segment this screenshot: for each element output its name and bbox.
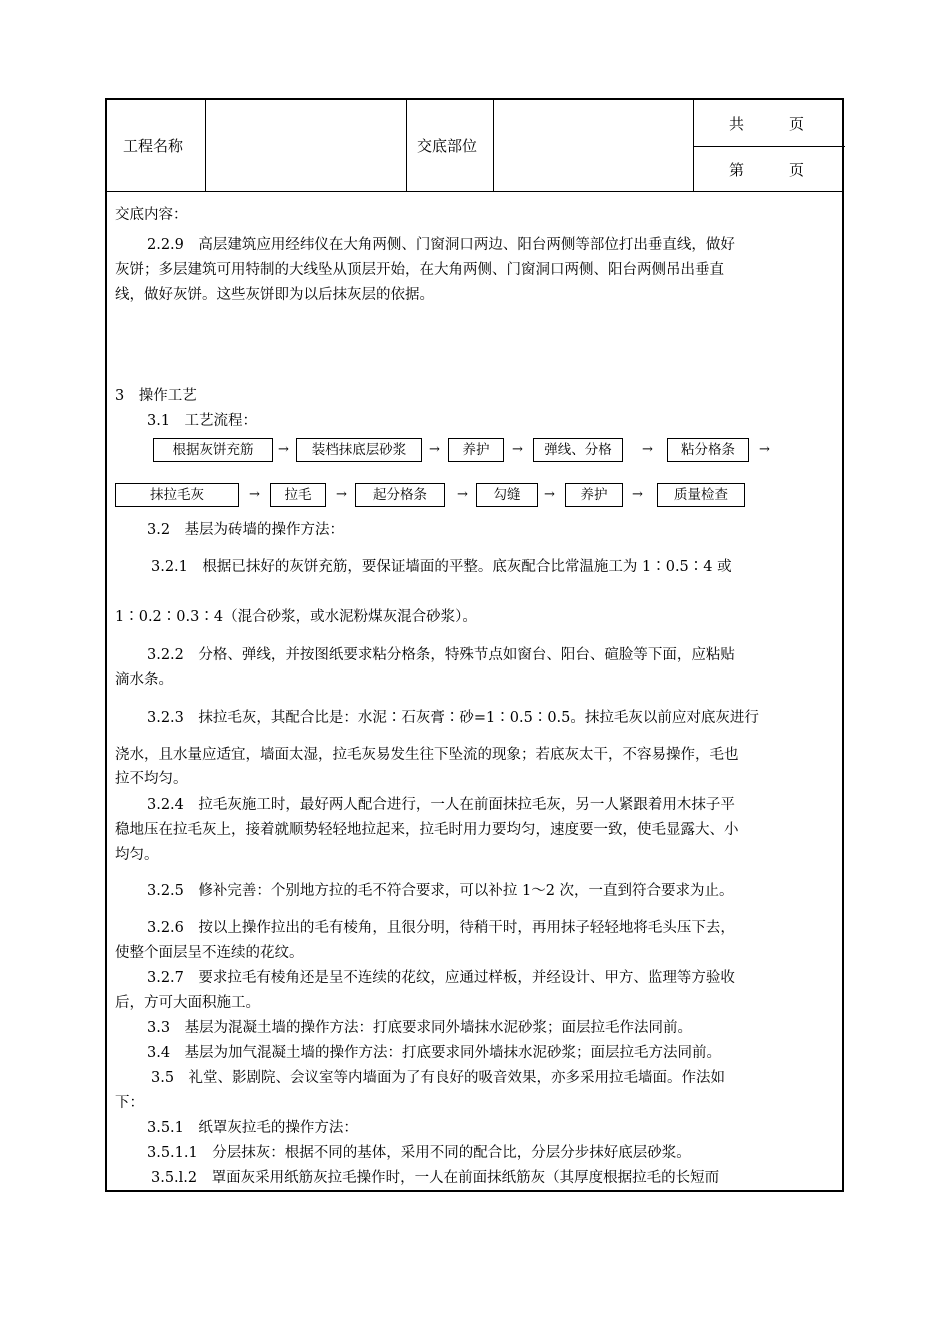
arrow-icon: → [642, 442, 653, 457]
arrow-icon: → [512, 442, 523, 457]
subsection-heading: 3.1 工艺流程： [147, 413, 258, 429]
divider [205, 100, 206, 192]
paragraph-line: 3.3 基层为混凝土墙的操作方法：打底要求同外墙抹水泥砂浆；面层拉毛作法同前。 [147, 1020, 693, 1036]
paragraph-line: 3.2.6 按以上操作拉出的毛有棱角，且很分明，待稍干时，再用抹子轻轻地将毛头压下去， [147, 920, 735, 936]
paragraph-line: 3.2.2 分格、弹线，并按图纸要求粘分格条，特殊节点如窗台、阳台、碹脸等下面，应粘贴 [147, 647, 735, 663]
page-number: 第 页 [729, 161, 805, 179]
flow-step: 装档抹底层砂浆 [296, 438, 422, 462]
flow-step: 勾缝 [476, 483, 538, 507]
arrow-icon: → [544, 487, 555, 502]
content-label: 交底内容： [115, 207, 188, 223]
section-heading: 3 操作工艺 [115, 388, 197, 404]
arrow-icon: → [278, 442, 289, 457]
paragraph-line: 均匀。 [115, 847, 159, 863]
paragraph-line: 3.4 基层为加气混凝土墙的操作方法：打底要求同外墙抹水泥砂浆；面层拉毛方法同前。 [147, 1045, 722, 1061]
paragraph-line: 后，方可大面积施工。 [115, 995, 260, 1011]
flow-step: 弹线、分格 [533, 438, 623, 462]
divider [493, 100, 494, 192]
paragraph-line: 灰饼；多层建筑可用特制的大线坠从顶层开始，在大角两侧、门窗洞口两侧、阳台两侧吊出垂直 [115, 262, 724, 278]
flow-step: 拉毛 [270, 483, 326, 507]
paragraph-line: 线，做好灰饼。这些灰饼即为以后抹灰层的依据。 [115, 287, 434, 303]
flow-step: 起分格条 [355, 483, 445, 507]
paragraph-line: 浇水，且水量应适宜，墙面太湿，拉毛灰易发生往下坠流的现象；若底灰太干，不容易操作，毛也 [115, 747, 739, 763]
flow-step: 养护 [448, 438, 504, 462]
project-name-label: 工程名称 [123, 137, 184, 155]
paragraph-line: 拉不均匀。 [115, 771, 188, 787]
paragraph-line: 3.2.3 抹拉毛灰，其配合比是：水泥∶石灰膏∶砂=1∶0.5∶0.5。抹拉毛灰以前应对底灰进行 [147, 710, 759, 726]
paragraph-line: 3.5.1 纸罩灰拉毛的操作方法： [147, 1120, 358, 1136]
location-label: 交底部位 [417, 137, 478, 155]
flow-step: 质量检查 [657, 483, 745, 507]
subsection-heading: 3.2 基层为砖墙的操作方法： [147, 522, 345, 538]
arrow-icon: → [336, 487, 347, 502]
paragraph-line: 下： [115, 1095, 144, 1111]
paragraph-line: 2.2.9 高层建筑应用经纬仪在大角两侧、门窗洞口两边、阳台两侧等部位打出垂直线，做好 [147, 237, 735, 253]
paragraph-line: 3.5 礼堂、影剧院、会议室等内墙面为了有良好的吸音效果，亦多采用拉毛墙面。作法如 [151, 1070, 726, 1086]
paragraph-line: 3.5.l.2 罩面灰采用纸筋灰拉毛操作时，一人在前面抹纸筋灰（其厚度根据拉毛的长短而 [151, 1170, 720, 1186]
arrow-icon: → [429, 442, 440, 457]
total-pages: 共 页 [729, 115, 805, 133]
flow-step: 根据灰饼充筋 [153, 438, 273, 462]
paragraph-line: 3.2.4 拉毛灰施工时，最好两人配合进行，一人在前面抹拉毛灰，另一人紧跟着用木抹子平 [147, 797, 735, 813]
flow-step: 抹拉毛灰 [115, 483, 239, 507]
paragraph-line: 使整个面层呈不连续的花纹。 [115, 945, 304, 961]
divider [406, 100, 407, 192]
paragraph-line: 1∶0.2∶0.3∶4（混合砂浆，或水泥粉煤灰混合砂浆）。 [115, 609, 477, 625]
divider [693, 146, 845, 147]
flow-step: 粘分格条 [667, 438, 749, 462]
paragraph-line: 3.2.7 要求拉毛有棱角还是呈不连续的花纹，应通过样板，并经设计、甲方、监理等方验收 [147, 970, 735, 986]
flow-step: 养护 [565, 483, 623, 507]
arrow-icon: → [759, 442, 770, 457]
form-header [107, 100, 842, 192]
paragraph-line: 3.5.1.1 分层抹灰：根据不同的基体，采用不同的配合比，分层分步抹好底层砂浆。 [147, 1145, 691, 1161]
paragraph-line: 3.2.1 根据已抹好的灰饼充筋，要保证墙面的平整。底灰配合比常温施工为 1∶0.5∶4 或 [151, 559, 732, 575]
paragraph-line: 滴水条。 [115, 672, 173, 688]
arrow-icon: → [249, 487, 260, 502]
arrow-icon: → [457, 487, 468, 502]
disclosure-form [105, 98, 844, 1192]
arrow-icon: → [632, 487, 643, 502]
paragraph-line: 3.2.5 修补完善：个别地方拉的毛不符合要求，可以补拉 1～2 次，一直到符合要求为止。 [147, 883, 734, 899]
paragraph-line: 稳地压在拉毛灰上，接着就顺势轻轻地拉起来，拉毛时用力要均匀，速度要一致，使毛显露大、小 [115, 822, 739, 838]
